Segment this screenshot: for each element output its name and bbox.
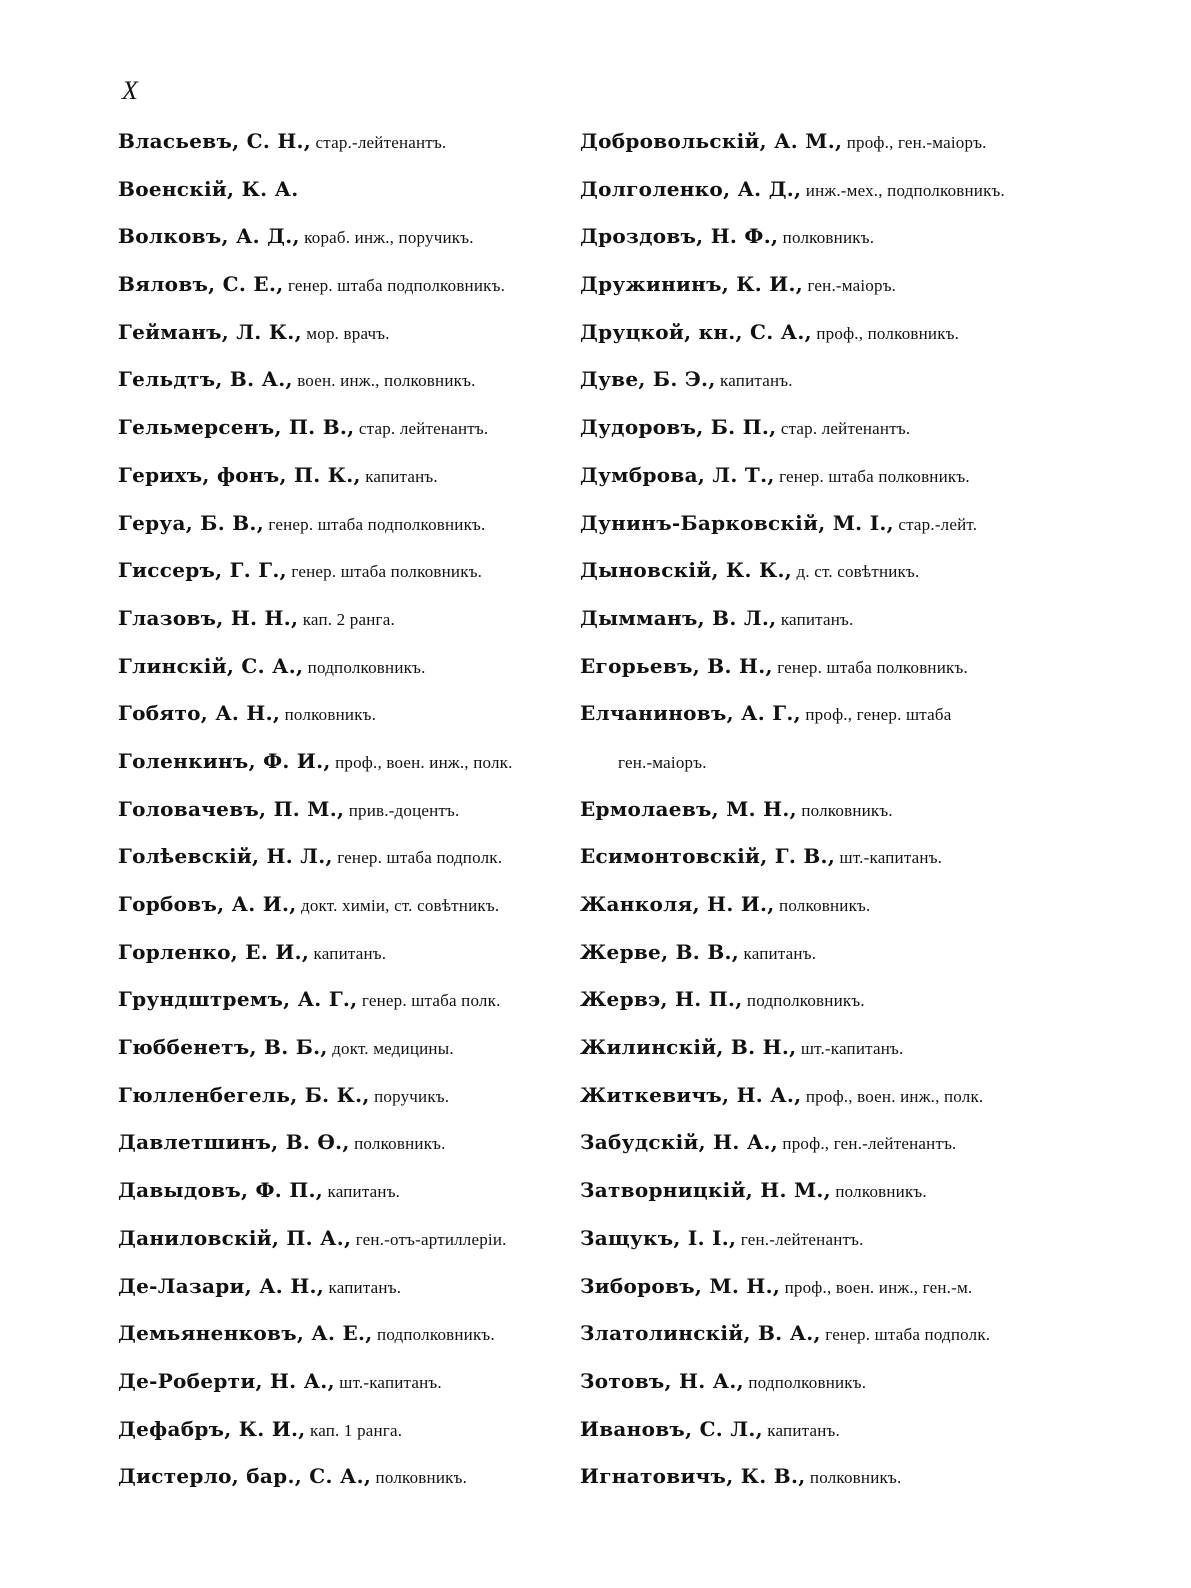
list-item [580,261,1040,309]
list-item [118,1119,573,1167]
entry-details: генер. штаба полк. [357,991,501,1011]
list-item [580,1453,1040,1501]
entry-details: капитанъ. [776,609,854,629]
entry-details: кап. 2 ранга. [298,609,395,629]
entry-name: Защукъ, І. І., [580,1225,737,1250]
list-item [118,643,573,691]
entry-details: подполковникъ. [372,1325,495,1345]
list-item [580,1310,1040,1358]
entry-details: проф., полковникъ. [811,323,960,343]
entry-name: Есимонтовскій, Г. В., [580,844,836,869]
entry-name: Власьевъ, С. Н., [118,129,312,153]
entry-details: ген.-маіоръ. [803,276,897,296]
list-item [580,166,1040,214]
entry-name: Затворницкій, Н. М., [580,1178,831,1203]
list-item [580,595,1040,643]
entry-details: проф., ген.-лейтенантъ. [777,1134,957,1154]
entry-details: проф., генер. штаба [800,705,952,725]
list-item [580,1215,1040,1263]
entry-details: капитанъ. [715,371,793,391]
entry-details: поручикъ. [369,1086,450,1106]
entry-details: полковникъ. [774,896,871,915]
entry-details: капитанъ. [762,1420,840,1440]
entry-name: Де-Лазари, А. Н., [118,1273,325,1298]
entry-details: инж.-мех., подполковникъ. [801,180,1005,200]
list-item [118,1167,573,1215]
entry-name: Думброва, Л. Т., [580,462,775,487]
list-item [580,356,1040,404]
list-item [580,929,1040,977]
list-item [118,1406,573,1454]
entry-details: проф., воен. инж., полк. [801,1086,984,1106]
list-item [118,452,573,500]
list-item [118,166,573,214]
entry-details: стар. лейтенантъ. [776,419,911,439]
entry-name: Елчаниновъ, А. Г., [580,701,801,726]
list-item-continuation [580,738,1040,786]
entry-name: Горленко, Е. И., [118,939,310,964]
entry-name: Дуве, Б. Э., [580,367,716,392]
entry-details: полковникъ. [796,800,893,820]
list-item [118,1358,573,1406]
page-number: X [122,76,139,105]
list-item [118,1215,573,1263]
entry-name: Дудоровъ, Б. П., [580,415,777,440]
entry-details: полковникъ. [371,1468,468,1488]
entry-name: Дыновскій, К. К., [580,558,793,583]
list-item [118,976,573,1024]
list-item [118,547,573,595]
list-item [118,881,573,929]
entry-details: генер. штаба полковникъ. [772,657,968,677]
entry-details: подполковникъ. [303,657,426,677]
entry-name: Зиборовъ, М. Н., [580,1273,781,1298]
entry-name: Волковъ, А. Д., [118,224,300,249]
entry-name: Жервэ, Н. П., [580,987,743,1012]
entry-name: Гельмерсенъ, П. В., [118,415,355,440]
entry-details: докт. химіи, ст. совѣтникъ. [296,896,500,915]
entry-details: капитанъ. [323,1182,401,1202]
entry-details: генер. штаба полковникъ. [286,562,483,582]
entry-details: стар.-лейт. [893,514,978,534]
entry-details: генер. штаба подполк. [332,848,503,868]
list-item [580,1263,1040,1311]
entry-name: Дунинъ-Барковскій, М. І., [580,510,894,535]
entry-name: Жанколя, Н. И., [580,892,775,916]
list-item [580,213,1040,261]
entry-name: Гюлленбегель, Б. К., [118,1082,370,1107]
entry-name: Забудскій, Н. А., [580,1130,778,1155]
list-item [580,1358,1040,1406]
entry-details: проф., ген.-маіоръ. [842,133,987,152]
entry-name: Вяловъ, С. Е., [118,272,284,297]
entry-details: стар.-лейтенантъ. [311,133,447,152]
entry-name: Военскій, К. А. [118,176,299,201]
list-item [580,118,1040,166]
entry-name: Гиссеръ, Г. Г., [118,558,287,583]
list-item [580,309,1040,357]
list-item [580,881,1040,929]
list-item [118,118,573,166]
list-item [118,1072,573,1120]
entry-name: Златолинскій, В. А., [580,1321,821,1346]
list-item [118,690,573,738]
list-item [118,738,573,786]
list-item [118,1453,573,1501]
list-item [580,452,1040,500]
entry-name: Жилинскій, В. Н., [580,1035,797,1060]
entry-details: проф., воен. инж., полк. [330,752,513,772]
list-item [580,1119,1040,1167]
entry-details: д. ст. совѣтникъ. [792,562,920,582]
entry-name: Глазовъ, Н. Н., [118,605,299,630]
list-item [118,929,573,977]
list-item [118,404,573,452]
list-item [118,1263,573,1311]
list-item [118,1310,573,1358]
list-item [118,786,573,834]
entry-name: Глинскій, С. А., [118,653,304,678]
entry-details: генер. штаба подполковникъ. [283,276,506,296]
entry-details: прив.-доцентъ. [344,800,460,820]
entry-name: Грундштремъ, А. Г., [118,987,358,1012]
right-column [580,118,1040,1501]
entry-details: генер. штаба подполк. [820,1325,991,1345]
entry-details: подполковникъ. [743,1372,867,1392]
list-item [118,500,573,548]
entry-details: подполковникъ. [742,991,865,1011]
entry-details: генер. штаба полковникъ. [774,466,970,486]
entry-details: капитанъ. [739,943,817,963]
entry-name: Друцкой, кн., С. А., [580,319,812,344]
entry-name: Жерве, В. В., [580,939,740,964]
entry-details: ген.-отъ-артиллеріи. [351,1229,507,1249]
entry-details: полковникъ. [778,228,875,248]
entry-name: Игнатовичъ, К. В., [580,1464,806,1489]
entry-details: кап. 1 ранга. [305,1420,403,1440]
entry-name: Егорьевъ, В. Н., [580,653,773,678]
entry-name: Гобято, А. Н., [118,701,281,726]
list-item [580,404,1040,452]
list-item [580,690,1040,738]
entry-name: Горбовъ, А. И., [118,892,297,916]
entry-details: мор. врачъ. [301,323,390,343]
entry-name: Дружининъ, К. И., [580,272,804,297]
entry-name: Демьяненковъ, А. Е., [118,1321,373,1346]
list-item [580,1406,1040,1454]
list-item [580,833,1040,881]
entry-name: Ермолаевъ, М. Н., [580,796,797,821]
entry-details: капитанъ. [309,943,387,963]
entry-name: Долголенко, А. Д., [580,176,802,201]
list-item [580,786,1040,834]
entry-name: Де-Роберти, Н. А., [118,1368,335,1393]
entry-name: Добровольскій, А. М., [580,129,843,153]
entry-name: Геруа, Б. В., [118,510,264,535]
list-item [580,547,1040,595]
entry-details: кораб. инж., поручикъ. [299,228,474,248]
list-item [580,643,1040,691]
entry-name: Давыдовъ, Ф. П., [118,1178,324,1203]
list-item [118,309,573,357]
list-item [580,1024,1040,1072]
entry-name: Дефабръ, К. И., [118,1416,306,1441]
list-item [580,1167,1040,1215]
entry-name: Дымманъ, В. Л., [580,605,777,630]
entry-name: Гейманъ, Л. К., [118,319,302,344]
entry-name: Гельдтъ, В. А., [118,367,293,392]
entry-name: Головачевъ, П. М., [118,796,345,821]
entry-details: полковникъ. [280,705,377,725]
entry-name: Зотовъ, Н. А., [580,1368,744,1393]
entry-name: Давлетшинъ, В. Ѳ., [118,1130,350,1155]
entry-details: капитанъ. [360,466,438,486]
entry-name: Герихъ, фонъ, П. К., [118,462,361,487]
entry-details: генер. штаба подполковникъ. [263,514,486,534]
entry-details: капитанъ. [324,1277,402,1297]
entry-name: Даниловскій, П. А., [118,1225,352,1250]
list-item [118,1024,573,1072]
entry-details: докт. медицины. [327,1039,454,1059]
list-item [118,595,573,643]
entry-name: Житкевичъ, Н. А., [580,1082,802,1107]
list-item [118,213,573,261]
entry-details: ген.-лейтенантъ. [736,1229,864,1249]
entry-name: Голѣевскій, Н. Л., [118,844,333,869]
list-item [580,1072,1040,1120]
entry-name: Ивановъ, С. Л., [580,1416,763,1441]
entry-details: шт.-капитанъ. [835,848,943,868]
entry-details: проф., воен. инж., ген.-м. [780,1277,973,1297]
entry-details: стар. лейтенантъ. [354,419,489,439]
list-item [118,833,573,881]
left-column [118,118,573,1501]
list-item [118,356,573,404]
entry-details: полковникъ. [830,1182,927,1202]
entry-details: шт.-капитанъ. [334,1372,442,1392]
entry-name: Дистерло, бар., С. А., [118,1464,372,1489]
entry-name: Голенкинъ, Ф. И., [118,748,331,773]
list-item [580,500,1040,548]
list-item [580,976,1040,1024]
entry-name: Гюббенетъ, В. Б., [118,1035,328,1060]
list-item [118,261,573,309]
entry-details: полковникъ. [805,1468,902,1488]
entry-details: ген.-маіоръ. [618,752,707,772]
entry-details: шт.-капитанъ. [796,1039,904,1059]
entry-name: Дроздовъ, Н. Ф., [580,224,779,249]
entry-details: полковникъ. [349,1134,446,1154]
entry-details: воен. инж., полковникъ. [292,371,476,391]
